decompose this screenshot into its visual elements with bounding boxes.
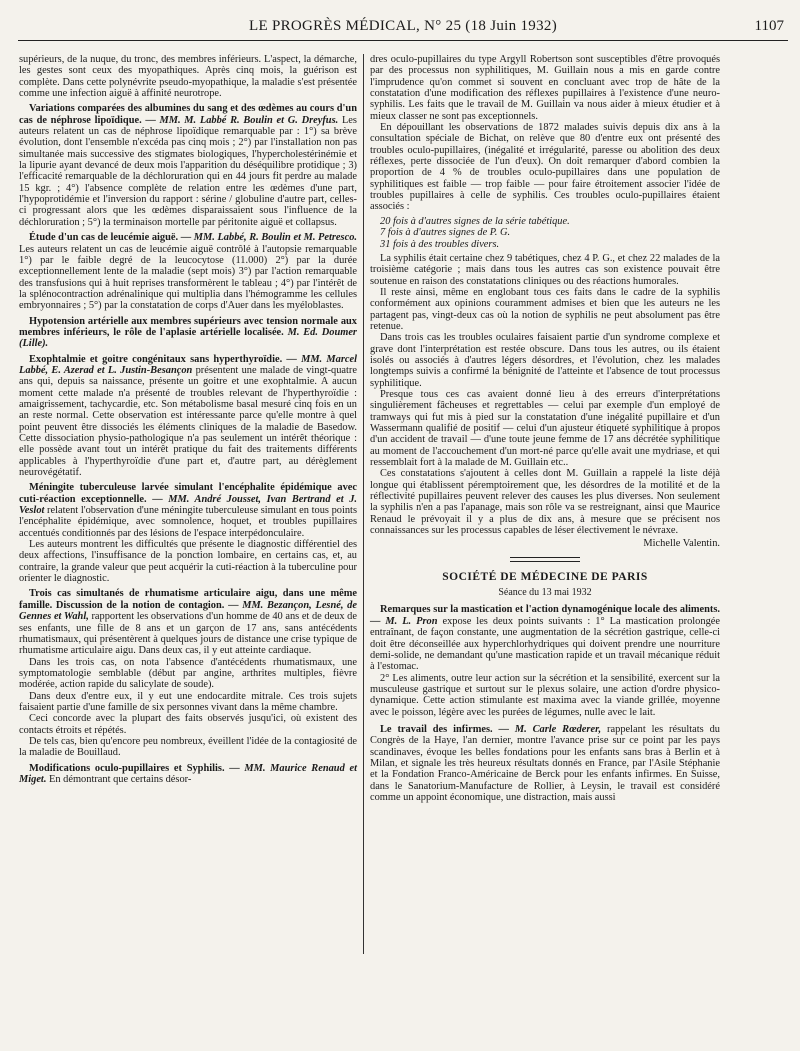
abstract-body: présentent une malade de vingt-quatre ans qui, depuis sa naissance, présente un goitre et une exophtalmie. A aucun moment cette malade n'a présenté de troubles relevant de l'hyperthyroïdie : amaigrissement, tachycardie, etc. Son métabolisme basal mesuré cinq fois en un an reste normal. Cette observation est intéressante parce qu'elle montre à quel point peuvent être dissociés les éléments cliniques de la maladie de Basedow. Cette dissociation physio-pathologique n'a pas seulement un intérêt théorique : elle possède avant tout un intérêt pratique du fait des traitements différents applicables à l'hyperthyroïdie d'une part et, d'autre part, au dérèglement neurovégétatif.	[19, 364, 357, 479]
abstract-authors: M. L. Pron	[385, 615, 438, 627]
abstract-body: rapportent les observations d'un homme de 40 ans et de deux de ses enfants, une fille de 8 ans et un garçon de 17 ans, sans antécédents rhumatismaux, qui présentèrent à quelques jours de distance une crise typique de rhumatisme articulaire aigu. Dans deux cas, il y eut atteinte cardiaque.	[19, 611, 357, 657]
abstract-paragraph: Ceci concorde avec la plupart des faits observés jusqu'ici, où existent des contacts étroits et répétés.	[19, 713, 357, 736]
quoted-line: 7 fois à d'autres signes de P. G.	[380, 227, 511, 239]
abstract-authors: MM. Marcel Labbé, E. Azerad et L. Justin-Besançon	[19, 353, 357, 376]
body-paragraph: La syphilis était certaine chez 9 tabétiques, chez 4 P. G., et chez 22 malades de la troisième catégorie ; mais dans tous les autres cas son existence pouvait être soutenue en raison des constatations cliniques ou des réactions humorales.	[370, 252, 720, 287]
session-date: Séance du 13 mai 1932	[498, 587, 592, 599]
section-separator	[510, 557, 580, 562]
abstract-body: En démontrant que certains désor-	[49, 773, 192, 785]
abstract-title: Étude d'un cas de leucémie aiguë. —	[29, 232, 192, 244]
left-column	[19, 54, 357, 787]
running-title: LE PROGRÈS MÉDICAL, N° 25 (18 Juin 1932)	[248, 18, 557, 34]
abstract-title: Hypotension artérielle aux membres supérieurs avec tension normale aux membres inférieurs, le rôle de l'aplasie artérielle localisée.	[19, 315, 357, 338]
abstract-authors: MM. André Jousset, Ivan Bertrand et J. Veslot	[19, 493, 357, 517]
abstract-title: Exophtalmie et goitre congénitaux sans hyperthyroïdie. —	[29, 353, 297, 365]
abstract-title: Le travail des infirmes. —	[380, 723, 509, 735]
abstract-entry	[370, 604, 720, 717]
right-column	[370, 54, 720, 805]
society-heading: SOCIÉTÉ DE MÉDECINE DE PARIS	[442, 570, 648, 583]
abstract-paragraph: De tels cas, bien qu'encore peu nombreux, éveillent l'idée de la contagiosité de la maladie de Bouillaud.	[19, 735, 357, 759]
abstract-paragraph: Dans deux d'entre eux, il y eut une endocardite mitrale. Ces trois sujets faisaient partie d'une famille de six personnes vivant dans la même chambre.	[19, 690, 357, 713]
abstract-title: Méningite tuberculeuse larvée simulant l'encéphalite épidémique avec cuti-réaction exceptionnelle. —	[19, 482, 357, 505]
abstract-entry	[19, 103, 357, 228]
quoted-line: 31 fois à des troubles divers.	[380, 238, 500, 250]
body-paragraph: dres oculo-pupillaires du type Argyll Robertson sont susceptibles d'être provoqués par des processus non syphilitiques, M. Guillain nous a mis en garde contre l'imprudence qu'on commet si souvent en concluant avec trop de hâte de la constatation d'une modification des réflexes pupillaires à l'existence d'une neuro-syphilis. Les faits que le travail de M. Guillain va nous aider à mieux étudier et à mieux classer ne sont pas exceptionnels.	[370, 54, 720, 122]
abstract-title: Variations comparées des albumines du sang et des œdèmes au cours d'un cas de néphrose lipoïdique. —	[19, 103, 357, 126]
abstract-body: Les auteurs relatent un cas de néphrose lipoïdique remarquable par : 1°) sa brève évolution, dont l'ensemble n'excéda pas cinq mois ; 2°) par l'installation non pas simultanée mais successive des stigmates biologiques, l'hypercholestérinémie et la lipurie ayant devancé de deux mois l'apparition du déséquilibre protidique ; 3) l'efficacité remarquable de la déchloruration qui en 44 jours fit perdre au malade 15 kgr. ; 4°) l'absence complète de relation entre les œdèmes d'une part, l'hypoprotidémie et l'inversion du rapport : sérine / globuline d'autre part, celles-ci progressant alors que les œdèmes disparaissaient sous l'influence de la déchloruration ; 5°) la terminaison mortelle par péritonite aiguë et collapsus.	[19, 114, 357, 228]
abstract-body: expose les deux points suivants : 1° La mastication prolongée entraînant, de façon constante, une augmentation de la sécrétion gastrique, celle-ci doit être déconseillée aux hyperchlorhydriques qui doivent prendre une nourriture demi-solide, ne demandant qu'une mastication rapide et un travail mécanique réduit à l'estomac.	[370, 615, 720, 673]
abstract-entry	[19, 588, 357, 758]
abstract-body: rappelant les résultats du Congrès de la Haye, l'an dernier, montre l'avance prise sur ce point par les pays scandinaves, évoque les belles fondations pour les enfants sans bras à Berlin et à Milan, et signale les très heureux résultats donnés en France, par l'Asile Stéphanie et la Fondation Franco-Américaine de Berck pour les enfants infirmes. En Suisse, dans le Sanatorium-Manufacture de Rollier, à Leysin, le travail est considéré comme un appoint économique, une distraction, mais aussi	[370, 723, 720, 803]
abstract-title: Trois cas simultanés de rhumatisme articulaire aigu, dans une même famille. Discussion de la notion de contagion. —	[19, 588, 357, 611]
column-divider	[363, 54, 364, 954]
body-paragraph: En dépouillant les observations de 1872 malades suivis depuis dix ans à la consultation spéciale de Bichat, on relève que 80 d'entre eux ont présenté des troubles oculo-pupillaires, (inégalité et irrégularité, paresse ou abolition des deux réflexes, perte dissociée de l'un d'eux). On doit remarquer d'abord combien la proportion de 4 % de troubles oculo-pupillaires dans une population de syphilitiques est faible — trop faible — pour faire étroitement associer l'idée de troubles pupillaires à celle de syphilis. Ces troubles oculo-pupillaires étaient associés :	[370, 122, 720, 213]
abstract-authors: MM. Bezançon, Lesné, de Gennes et Wahl,	[19, 599, 357, 623]
body-paragraph: Dans trois cas les troubles oculaires faisaient partie d'un syndrome complexe et grave dont l'interprétation est restée obscure. Dans tous les autres, ou ils étaient isolés ou associés à d'autres légers désordres, et l'évolution, chez les malades longtemps suivis a confirmé la bénignité de l'atteinte et l'absence de tout processus syphilitique.	[370, 332, 720, 389]
abstract-authors: M. Ed. Doumer (Lille).	[19, 326, 357, 350]
quoted-line: 20 fois à d'autres signes de la série tabétique.	[380, 215, 570, 227]
page-number: 1107	[754, 18, 784, 34]
abstract-title: Modifications oculo-pupillaires et Syphilis. —	[29, 762, 240, 774]
abstract-paragraph: Les auteurs montrent les difficultés que présente le diagnostic différentiel des deux affections, l'insuffisance de la ponction lombaire, en certains cas, et, au contraire, la grande valeur que peut acquérir la cuti-réaction à la tuberculine pour orienter le diagnostic.	[19, 539, 357, 585]
abstract-entry	[19, 482, 357, 584]
body-paragraph: Il reste ainsi, même en englobant tous ces faits dans le cadre de la syphilis conformément aux opinions couramment admises et bien que les auteurs ne les partagent pas, vingt-deux cas où la notion de syphilis ne peut absolument pas être retenue.	[370, 286, 720, 332]
abstract-body: Les auteurs relatent un cas de leucémie aiguë contrôlé à l'autopsie remarquable 1°) par le faible degré de la leucocytose (11.000) 2°) par la durée exceptionnellement lente de la maladie (sept mois) 3°) par l'action remarquable des transfusions qui à huit reprises transformèrent le tableau ; 4°) par l'intérêt de la splénocontraction adrénalinique qui multiplia dans l'hémogramme les cellules embryonnaires ; 5°) par la constatation de corps d'Auer dans les myéloblastes.	[19, 243, 357, 312]
continuation-paragraph: supérieurs, de la nuque, du tronc, des membres inférieurs. L'aspect, la démarche, les gestes sont ceux des myopathiques. Après cinq mois, la guérison est complète. Dans cette polynévrite pseudo-myopathique, la maladie s'est présentée comme une infection aiguë à affinité neurotrope.	[19, 54, 357, 100]
body-paragraph: Presque tous ces cas avaient donné lieu à des erreurs d'interprétations singulièrement fâcheuses et regrettables — celui par exemple d'un employé de tramways qui fut mis à pied sur la constatation d'une inégalité pupillaire et d'un Wassermann qualifié de positif — celui d'un ajusteur étiqueté syphilitique à propos d'un accident de travail — d'une toute jeune femme de 17 ans décrétée syphilitique au moment de l'accouchement d'un mort-né parce qu'elle avait une mydriase, et qui ressemblait fort à la malade de M. Guillain etc..	[370, 388, 720, 469]
abstract-authors: MM. Labbé, R. Boulin et M. Petresco.	[193, 232, 357, 244]
author-signature: Michelle Valentin.	[643, 538, 720, 550]
abstract-entry	[19, 316, 357, 350]
abstract-body: relatent l'observation d'une méningite tuberculeuse simulant en tous points l'encéphalite épidémique, avec somnolence, hoquet, et troubles pupillaires accentués conditionnés par des lésions de l'espace interpédonculaire.	[19, 505, 357, 539]
abstract-entry	[19, 354, 357, 479]
abstract-authors: MM. Maurice Renaud et Miget.	[19, 762, 357, 785]
abstract-entry	[19, 763, 357, 786]
running-header	[18, 14, 788, 41]
abstract-authors: M. Carle Rœderer,	[514, 723, 602, 735]
abstract-paragraph: Dans les trois cas, on nota l'absence d'antécédents rhumatismaux, une symptomatologie semblable (début par angine, arthrites multiples, fièvre modérée, action rapide du salicylate de soude).	[19, 656, 357, 691]
body-paragraph: Ces constatations s'ajoutent à celles dont M. Guillain a rappelé la liste déjà longue qui établissent péremptoirement que, les désordres de la motilité et de la réflectivité pupillaires peuvent relever des causes les plus diverses. Non seulement la syphilis n'en a pas l'apanage, mais son rôle va se restreignant, ainsi que Maurice Renaud le prévoyait il y a plus de dix ans, à mesure que se précisent nos connaissances sur les processus capables de léser électivement le névraxe.	[370, 468, 720, 537]
abstract-title: Remarques sur la mastication et l'action dynamogénique locale des aliments. —	[370, 604, 720, 627]
abstract-entry	[370, 724, 720, 803]
abstract-entry	[19, 232, 357, 311]
abstract-paragraph: 2° Les aliments, outre leur action sur la sécrétion et la sensibilité, exercent sur la musculeuse gastrique et surtout sur le plexus solaire, une action d'ordre physico-dynamique. Cette action stimulante est maxima avec la viande grillée, moyenne avec le poisson, légère avec les purées de légumes, nulle avec le lait.	[370, 672, 720, 718]
abstract-authors: MM. M. Labbé R. Boulin et G. Dreyfus.	[159, 114, 339, 126]
quoted-list	[370, 216, 720, 250]
